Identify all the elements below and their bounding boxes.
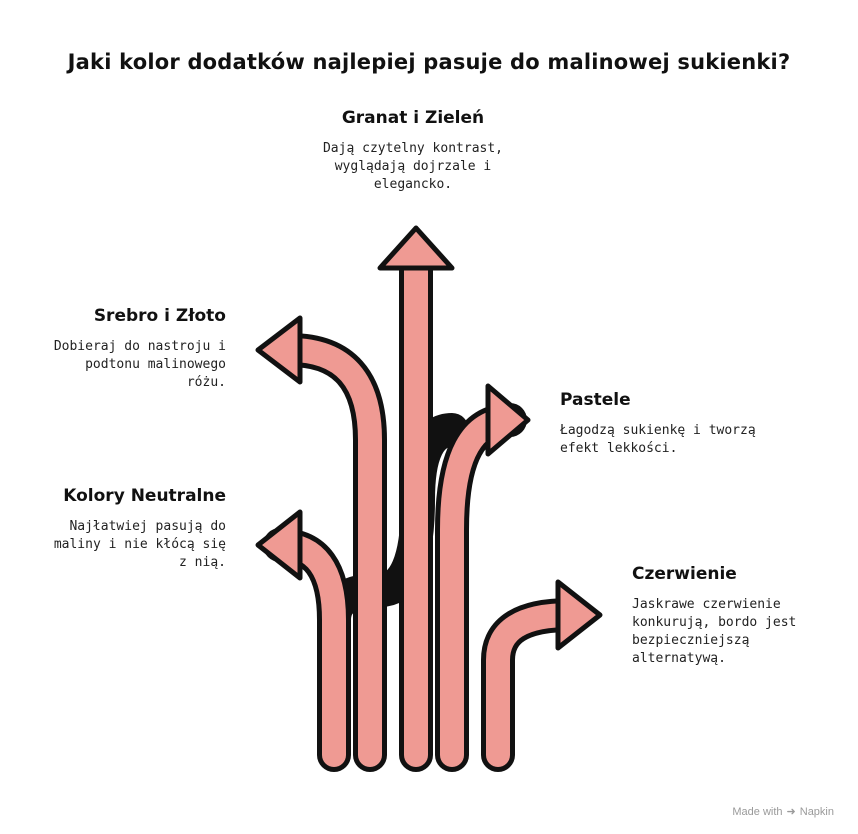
footer-credit	[732, 805, 834, 818]
arrowhead-right-low	[558, 582, 600, 648]
arrowhead-right-mid	[488, 386, 528, 454]
option-description: Jaskrawe czerwienie konkurują, bordo jest bezpieczniejszą alternatywą.	[632, 597, 797, 666]
footer-made-with: Made with	[732, 805, 783, 818]
option-heading: Pastele	[560, 390, 631, 410]
option-heading: Srebro i Złoto	[93, 306, 226, 326]
option-heading: Czerwienie	[632, 564, 737, 584]
option-heading: Granat i Zieleń	[341, 108, 485, 128]
napkin-logo-icon: ➜	[786, 806, 796, 818]
arrow-cross	[334, 430, 452, 620]
footer-brand: Napkin	[799, 805, 834, 818]
option-granat-zielen	[308, 106, 518, 194]
arrowhead-up	[380, 228, 452, 268]
option-description: Łagodzą sukienkę i tworzą efekt lekkości.	[560, 423, 756, 456]
arrowhead-left-low	[258, 512, 300, 578]
option-description: Najłatwiej pasują do maliny i nie kłócą się z nią.	[53, 519, 226, 570]
option-description: Dobieraj do nastroju i podtonu malinowego różu.	[53, 339, 226, 390]
option-kolory-neutralne	[40, 484, 226, 572]
option-heading: Kolory Neutralne	[63, 486, 226, 506]
option-srebro-zloto	[40, 304, 226, 392]
arrowhead-left-top	[258, 318, 300, 382]
option-czerwienie	[632, 562, 822, 668]
option-description: Dają czytelny kontrast, wyglądają dojrzale i elegancko.	[322, 141, 503, 192]
diagram-title: Jaki kolor dodatków najlepiej pasuje do malinowej sukienki?	[67, 50, 791, 74]
option-pastele	[560, 388, 760, 458]
